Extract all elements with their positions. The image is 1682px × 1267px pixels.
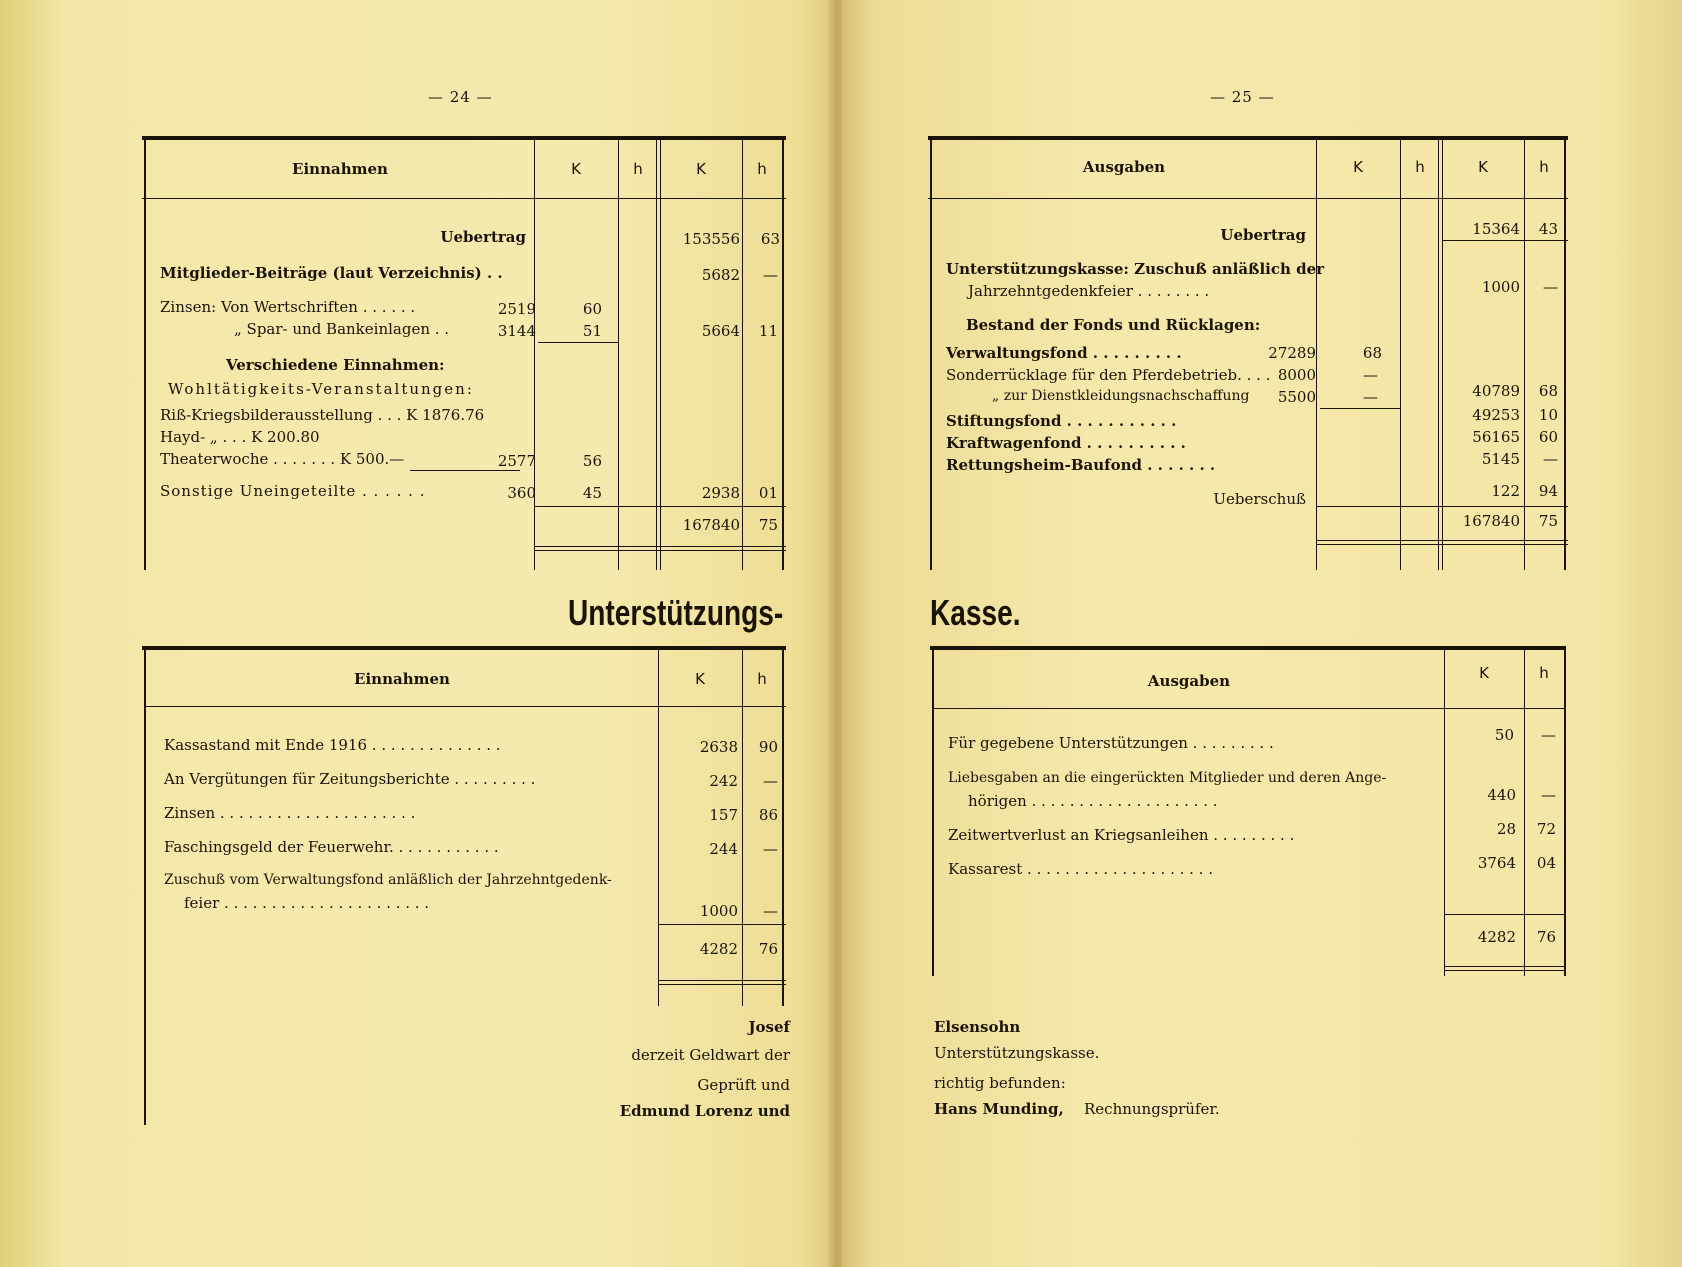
row-label: Riß-Kriegsbilderausstellung . . . K 1876.76 [160, 406, 485, 424]
double-rule [534, 546, 786, 547]
row-label: An Vergütungen für Zeitungsberichte . . . . . . . . . [164, 770, 536, 788]
row-label: Stiftungsfond . . . . . . . . . . . [946, 412, 1177, 430]
double-rule [1316, 544, 1568, 545]
cell-value: 157 [709, 806, 738, 824]
cell-value: 5500 [1277, 388, 1316, 406]
signature-line: Edmund Lorenz und [619, 1102, 790, 1120]
cell-value: 153556 [682, 230, 740, 248]
row-label-continued: hörigen . . . . . . . . . . . . . . . . . . . . [968, 792, 1218, 810]
column-header-k: K [695, 670, 705, 688]
row-label: Kassarest . . . . . . . . . . . . . . . . . . . . [948, 860, 1213, 878]
total-value: 4282 [1477, 928, 1516, 946]
cell-value: 2938 [701, 484, 740, 502]
column-header-title: Einnahmen [292, 160, 388, 178]
signature-name: Hans Munding, [934, 1100, 1064, 1118]
cell-value: 10 [1538, 406, 1558, 424]
cell-value: — [1541, 726, 1556, 744]
header-rule [146, 706, 786, 707]
row-label: „ zur Dienstkleidungsnachschaffung [992, 388, 1250, 404]
cell-value: 28 [1496, 820, 1516, 838]
cell-value: 01 [758, 484, 778, 502]
cell-value: — [763, 266, 778, 284]
cell-value: 5682 [701, 266, 740, 284]
row-label: Zinsen: Von Wertschriften . . . . . . [160, 298, 416, 316]
cell-value: — [1363, 366, 1378, 384]
cell-value: 63 [760, 230, 780, 248]
cell-value: 27289 [1268, 344, 1316, 362]
column-header-h: h [1539, 664, 1549, 682]
column-divider [742, 650, 743, 1006]
section-title-left: Unterstützungs- [568, 592, 784, 633]
total-value: 76 [758, 940, 778, 958]
row-label: Rettungsheim-Baufond . . . . . . . [946, 456, 1216, 474]
row-label: Mitglieder-Beiträge (laut Verzeichnis) . . [160, 264, 503, 282]
row-label: Uebertrag [440, 228, 526, 246]
column-header-k: K [571, 160, 581, 178]
total-rule [1444, 914, 1566, 915]
section-heading: Verschiedene Einnahmen: [226, 356, 445, 374]
row-label: Zuschuß vom Verwaltungsfond anläßlich der Jahrzehntgedenk- [164, 872, 612, 888]
cell-value: — [763, 902, 778, 920]
cell-value: 244 [709, 840, 738, 858]
row-label: Für gegebene Unterstützungen . . . . . . . . . [948, 734, 1274, 752]
signature-name: Elsensohn [934, 1018, 1021, 1036]
cell-value: 2638 [699, 738, 738, 756]
total-rule [658, 924, 786, 925]
total-rule [1316, 506, 1568, 507]
cell-value: — [763, 772, 778, 790]
cell-value: 11 [758, 322, 778, 340]
income-table-main [142, 136, 786, 570]
double-rule [1444, 970, 1566, 971]
row-label: Hayd- „ . . . K 200.80 [160, 428, 320, 446]
double-rule [658, 984, 786, 985]
cell-value: 68 [1538, 382, 1558, 400]
cell-value: — [1541, 786, 1556, 804]
signature-line: richtig befunden: [934, 1074, 1066, 1092]
signature-line: Geprüft und [697, 1076, 790, 1094]
cell-value: 15364 [1472, 220, 1520, 238]
row-label: Verwaltungsfond . . . . . . . . . [946, 344, 1182, 362]
cell-value: 360 [507, 484, 536, 502]
cell-value: 72 [1536, 820, 1556, 838]
cell-value: 68 [1362, 344, 1382, 362]
cell-value: 45 [582, 484, 602, 502]
row-label: Wohltätigkeits-Veranstaltungen: [168, 380, 474, 398]
signature-line: derzeit Geldwart der [631, 1046, 790, 1064]
cell-value: 1000 [699, 902, 738, 920]
cell-value: 40789 [1472, 382, 1520, 400]
row-label: Liebesgaben an die eingerückten Mitglieder und deren Ange- [948, 770, 1387, 786]
page-number: — 25 — [1210, 88, 1275, 106]
row-label: Faschingsgeld der Feuerwehr. . . . . . . . . . . . [164, 838, 499, 856]
cell-value: 5664 [701, 322, 740, 340]
column-divider [1524, 650, 1525, 976]
table-border [1564, 650, 1566, 976]
total-value: 4282 [699, 940, 738, 958]
table-top-rule [930, 646, 1566, 650]
signature-name: Josef [748, 1018, 790, 1036]
row-label: Kassastand mit Ende 1916 . . . . . . . . . . . . . . [164, 736, 501, 754]
header-rule [934, 708, 1566, 709]
row-label: „ Spar- und Bankeinlagen . . [234, 320, 450, 338]
support-fund-expenses-table [930, 646, 1566, 976]
section-title-right: Kasse. [930, 592, 1021, 633]
cell-value: 90 [758, 738, 778, 756]
row-label: Theaterwoche . . . . . . . K 500.— [160, 450, 405, 468]
column-header-title: Einnahmen [354, 670, 450, 688]
cell-value: — [1543, 278, 1558, 296]
column-header-k: K [696, 160, 706, 178]
cell-value: 1000 [1481, 278, 1520, 296]
cell-value: 3764 [1477, 854, 1516, 872]
double-rule [1316, 540, 1568, 541]
support-fund-income-table [142, 646, 786, 1006]
cell-value: 49253 [1472, 406, 1520, 424]
row-label: Kraftwagenfond . . . . . . . . . . [946, 434, 1186, 452]
table-top-rule [928, 136, 1568, 140]
cell-value: 5145 [1481, 450, 1520, 468]
cell-value: 122 [1491, 482, 1520, 500]
column-divider [658, 650, 659, 1006]
cell-value: — [763, 840, 778, 858]
cell-value: 56 [582, 452, 602, 470]
row-label: Unterstützungskasse: Zuschuß anläßlich der [946, 260, 1325, 278]
section-heading: Bestand der Fonds und Rücklagen: [966, 316, 1261, 334]
subtotal-rule [410, 470, 520, 471]
column-header-k: K [1479, 664, 1489, 682]
row-label: Zinsen . . . . . . . . . . . . . . . . . . . . . [164, 804, 416, 822]
double-rule [658, 980, 786, 981]
row-label-continued: feier . . . . . . . . . . . . . . . . . . . . . . [184, 894, 430, 912]
row-label-continued: Jahrzehntgedenkfeier . . . . . . . . [968, 282, 1210, 300]
column-header-h: h [1539, 158, 1549, 176]
cell-value: 3144 [497, 322, 536, 340]
row-label: Uebertrag [1220, 226, 1306, 244]
table-top-rule [142, 136, 786, 140]
row-label: Zeitwertverlust an Kriegsanleihen . . . . . . . . . [948, 826, 1295, 844]
column-header-title: Ausgaben [1147, 672, 1231, 690]
column-header-h: h [757, 160, 767, 178]
double-rule [534, 550, 786, 551]
subtotal-rule [1442, 240, 1568, 241]
column-header-h: h [633, 160, 643, 178]
cell-value: 242 [709, 772, 738, 790]
cell-value: 8000 [1277, 366, 1316, 384]
cell-value: 56165 [1472, 428, 1520, 446]
row-label: Ueberschuß [1213, 490, 1306, 508]
column-header-k: K [1353, 158, 1363, 176]
cell-value: 60 [1538, 428, 1558, 446]
table-top-rule [142, 646, 786, 650]
header-rule [928, 198, 1568, 199]
right-page [842, 0, 1682, 1267]
page-number: — 24 — [428, 88, 493, 106]
table-border [932, 650, 934, 976]
row-label: Sonstige Uneingeteilte . . . . . . [160, 482, 426, 500]
subtotal-rule [538, 342, 618, 343]
cell-value: 440 [1487, 786, 1516, 804]
cell-value: 50 [1494, 726, 1514, 744]
cell-value: — [1543, 450, 1558, 468]
double-rule [1444, 966, 1566, 967]
total-value: 75 [758, 516, 778, 534]
column-header-h: h [757, 670, 767, 688]
column-divider [1444, 650, 1445, 976]
column-header-h: h [1415, 158, 1425, 176]
subtotal-rule [1320, 408, 1400, 409]
total-value: 167840 [1462, 512, 1520, 530]
cell-value: 04 [1536, 854, 1556, 872]
cell-value: 2577 [497, 452, 536, 470]
table-border [144, 650, 146, 1125]
cell-value: 94 [1538, 482, 1558, 500]
signature-line: Rechnungsprüfer. [1084, 1100, 1220, 1118]
total-value: 75 [1538, 512, 1558, 530]
cell-value: 51 [582, 322, 602, 340]
header-rule [142, 198, 786, 199]
total-rule [534, 506, 786, 507]
table-border [930, 140, 932, 570]
cell-value: — [1363, 388, 1378, 406]
signature-line: Unterstützungskasse. [934, 1044, 1100, 1062]
column-header-k: K [1478, 158, 1488, 176]
total-value: 167840 [682, 516, 740, 534]
table-border [144, 140, 146, 570]
cell-value: 43 [1538, 220, 1558, 238]
cell-value: 2519 [497, 300, 536, 318]
cell-value: 60 [582, 300, 602, 318]
table-border [782, 650, 784, 1006]
column-header-title: Ausgaben [1082, 158, 1166, 176]
cell-value: 86 [758, 806, 778, 824]
total-value: 76 [1536, 928, 1556, 946]
row-label: Sonderrücklage für den Pferdebetrieb. . . . [946, 366, 1271, 384]
expenses-table-main [928, 136, 1568, 570]
